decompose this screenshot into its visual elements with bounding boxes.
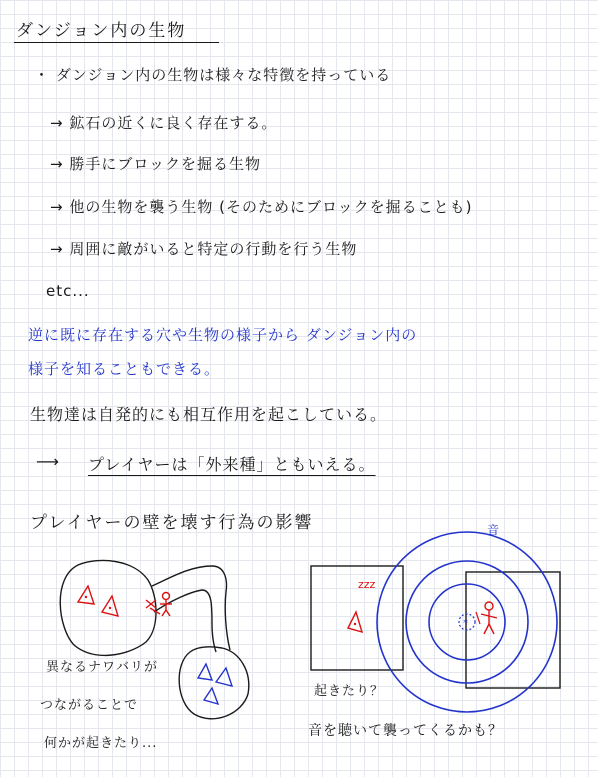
tunnel-bottom-edge bbox=[154, 590, 216, 652]
bullet-item-dig: → 勝手にブロックを掘る生物 bbox=[50, 155, 262, 173]
sleep-zzz: zzz bbox=[358, 578, 376, 591]
etc-text: etc... bbox=[46, 282, 90, 300]
creature-blue-group bbox=[198, 664, 232, 704]
broken-wall-mark bbox=[146, 600, 160, 614]
tunnel-top-edge bbox=[152, 566, 230, 650]
territory-blob-left bbox=[60, 560, 156, 655]
creature-red-1 bbox=[78, 586, 94, 604]
blue-note-line-1: 逆に既に存在する穴や生物の様子から ダンジョン内の bbox=[28, 326, 418, 344]
left-caption-line-3: 何かが起きたり... bbox=[44, 736, 158, 751]
bullet-item-ore: → 鉱石の近くに良く存在する。 bbox=[50, 114, 278, 132]
pickaxe-icon bbox=[476, 612, 480, 624]
svg-text:*: * bbox=[463, 618, 468, 629]
room-box-left bbox=[311, 566, 403, 670]
player-figure-left bbox=[160, 593, 172, 617]
room-box-right bbox=[466, 572, 560, 688]
right-caption-wakeup: 起きたり？ bbox=[314, 684, 385, 699]
section2-title: プレイヤーの壁を壊す行為の影響 bbox=[30, 513, 314, 533]
player-note: プレイヤーは「外来種」ともいえる。 bbox=[88, 455, 376, 474]
player-note-arrow: ⟶ bbox=[36, 452, 60, 471]
blue-note-line-2: 様子を知ることもできる。 bbox=[28, 360, 221, 378]
sound-label: 音 bbox=[487, 523, 501, 537]
bullet-item-enemy: → 周囲に敵がいると特定の行動を行う生物 bbox=[50, 240, 358, 258]
intro-bullet: ・ ダンジョン内の生物は様々な特徴を持っている bbox=[34, 66, 392, 84]
territory-blob-right bbox=[179, 647, 249, 719]
left-caption-line-1: 異なるナワバリが bbox=[46, 660, 159, 675]
creature-red-2 bbox=[102, 596, 118, 616]
player-figure-right bbox=[481, 602, 497, 634]
page-title: ダンジョン内の生物 bbox=[16, 21, 187, 41]
bullet-item-attack: → 他の生物を襲う生物 (そのためにブロックを掘ることも) bbox=[50, 198, 473, 216]
right-caption-sound: 音を聴いて襲ってくるかも？ bbox=[308, 723, 503, 739]
left-caption-line-2: つながることで bbox=[40, 698, 139, 713]
creature-sleeping bbox=[348, 612, 362, 632]
interaction-text: 生物達は自発的にも相互作用を起こしている。 bbox=[30, 405, 388, 424]
